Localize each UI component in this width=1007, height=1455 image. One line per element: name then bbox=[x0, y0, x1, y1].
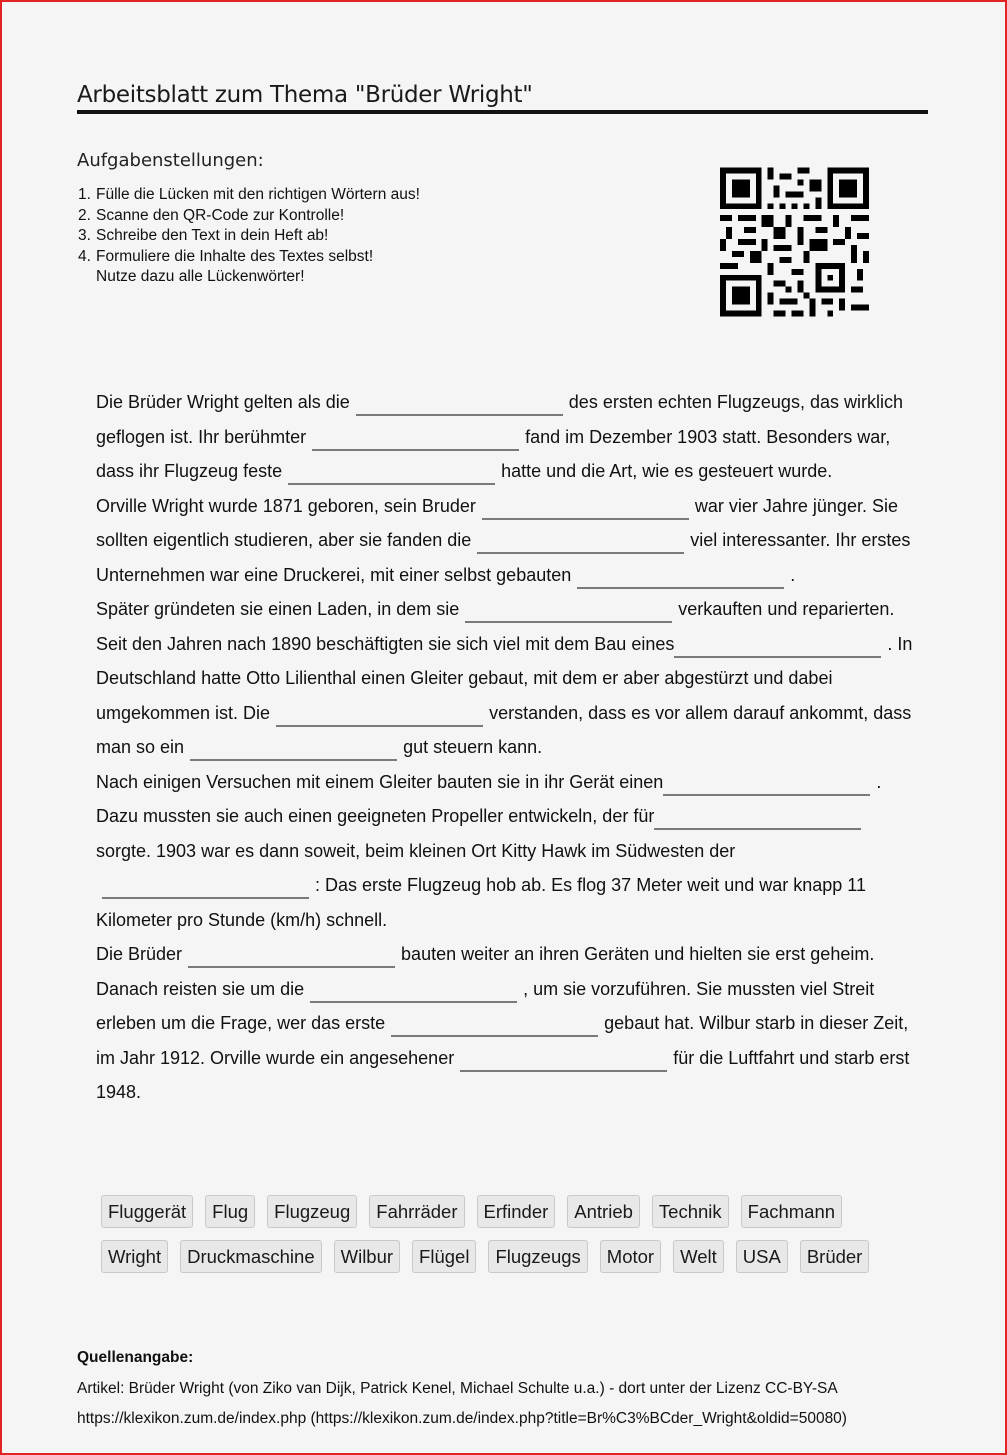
task-item bbox=[78, 247, 420, 288]
word-chip[interactable]: Motor bbox=[600, 1240, 661, 1273]
task-item bbox=[78, 185, 420, 206]
source-article: Artikel: Brüder Wright (von Ziko van Dijk, Patrick Kenel, Michael Schulte u.a.) - dort unter der Lizenz CC-BY-SA bbox=[77, 1380, 838, 1397]
task-number: 3. bbox=[78, 227, 91, 245]
text-segment: Nach einigen Versuchen mit einem Gleiter bauten sie in ihr Gerät einen bbox=[96, 771, 664, 792]
text-segment: . Dazu mussten sie auch einen geeigneten Propeller entwickeln, der für bbox=[96, 771, 882, 826]
blank-6[interactable] bbox=[577, 586, 784, 589]
cloze-paragraph bbox=[96, 627, 916, 765]
word-bank-row bbox=[101, 1195, 921, 1228]
word-chip[interactable]: Wilbur bbox=[334, 1240, 400, 1273]
tasks-heading: Aufgabenstellungen: bbox=[77, 150, 264, 171]
word-chip[interactable]: Brüder bbox=[800, 1240, 870, 1273]
word-chip[interactable]: Fahrräder bbox=[369, 1195, 464, 1228]
text-segment: verkauften und reparierten. bbox=[678, 599, 895, 619]
word-chip[interactable]: Flug bbox=[205, 1195, 255, 1228]
word-chip[interactable]: Flugzeugs bbox=[488, 1240, 587, 1273]
cloze-paragraph bbox=[96, 385, 916, 489]
text-segment: . bbox=[790, 564, 796, 585]
word-chip[interactable]: Flügel bbox=[412, 1240, 476, 1273]
text-segment: Die Brüder bbox=[96, 944, 183, 964]
source-heading: Quellenangabe: bbox=[77, 1349, 194, 1366]
task-text: Formuliere die Inhalte des Textes selbst! bbox=[96, 247, 374, 265]
text-segment: Später gründeten sie einen Laden, in dem sie bbox=[96, 599, 460, 619]
text-segment: , um sie vorzuführen. Sie mussten viel Streit erleben um die Frage, wer das erste bbox=[96, 978, 875, 1033]
task-number: 4. bbox=[78, 247, 91, 265]
task-number: 2. bbox=[78, 206, 91, 224]
cloze-paragraph bbox=[96, 489, 916, 593]
text-segment: sorgte. 1903 war es dann soweit, beim kleinen Ort Kitty Hawk im Südwesten der bbox=[96, 840, 736, 861]
word-chip[interactable]: Antrieb bbox=[567, 1195, 640, 1228]
blank-5[interactable] bbox=[477, 551, 684, 554]
word-chip[interactable]: Fachmann bbox=[741, 1195, 842, 1228]
word-bank bbox=[101, 1195, 921, 1285]
text-segment: gut steuern kann. bbox=[403, 737, 543, 757]
text-segment: . In Deutschland hatte Otto Lilienthal einen Gleiter gebaut, mit dem er aber abgestürzt und dabei umgekommen ist. Die bbox=[96, 633, 913, 723]
word-chip[interactable]: USA bbox=[736, 1240, 788, 1273]
word-chip[interactable]: Wright bbox=[101, 1240, 168, 1273]
task-text-continued: Nutze dazu alle Lückenwörter! bbox=[96, 268, 305, 286]
blank-7[interactable] bbox=[465, 620, 672, 623]
text-segment: des ersten echten Flugzeugs, das wirklich geflogen ist. Ihr berühmter bbox=[96, 392, 903, 447]
cloze-paragraph bbox=[96, 937, 916, 1110]
task-text: Fülle die Lücken mit den richtigen Wörtern aus! bbox=[96, 186, 420, 203]
text-segment: war vier Jahre jünger. Sie sollten eigentlich studieren, aber sie fanden die bbox=[96, 495, 898, 550]
blank-11[interactable] bbox=[663, 793, 870, 796]
word-chip[interactable]: Fluggerät bbox=[101, 1195, 193, 1228]
blank-16[interactable] bbox=[391, 1034, 598, 1037]
word-chip[interactable]: Flugzeug bbox=[267, 1195, 357, 1228]
blank-14[interactable] bbox=[188, 965, 395, 968]
text-segment: bauten weiter an ihren Geräten und hielten sie erst geheim. Danach reisten sie um die bbox=[96, 944, 875, 999]
blank-2[interactable] bbox=[312, 448, 519, 451]
blank-9[interactable] bbox=[276, 724, 483, 727]
blank-13[interactable] bbox=[102, 896, 309, 899]
blank-15[interactable] bbox=[310, 1000, 517, 1003]
word-chip[interactable]: Technik bbox=[652, 1195, 729, 1228]
task-text: Schreibe den Text in dein Heft ab! bbox=[96, 227, 329, 245]
blank-12[interactable] bbox=[654, 827, 861, 830]
text-segment: fand im Dezember 1903 statt. Besonders war, dass ihr Flugzeug feste bbox=[96, 426, 891, 481]
page-title: Arbeitsblatt zum Thema "Brüder Wright" bbox=[77, 82, 928, 114]
cloze-paragraph bbox=[96, 592, 916, 627]
word-bank-row bbox=[101, 1240, 921, 1273]
text-segment: hatte und die Art, wie es gesteuert wurde. bbox=[501, 461, 833, 481]
text-segment: viel interessanter. Ihr erstes Unternehmen war eine Druckerei, mit einer selbst gebauten bbox=[96, 530, 911, 585]
blank-8[interactable] bbox=[674, 655, 881, 658]
task-text: Scanne den QR-Code zur Kontrolle! bbox=[96, 206, 345, 224]
cloze-paragraph bbox=[96, 765, 916, 938]
text-segment: : Das erste Flugzeug hob ab. Es flog 37 Meter weit und war knapp 11 Kilometer pro Stunde (km/h) schnell. bbox=[96, 875, 866, 930]
blank-10[interactable] bbox=[190, 758, 397, 761]
blank-4[interactable] bbox=[482, 517, 689, 520]
text-segment: Die Brüder Wright gelten als die bbox=[96, 392, 350, 412]
qr-code-icon[interactable] bbox=[720, 166, 869, 318]
word-chip[interactable]: Welt bbox=[673, 1240, 724, 1273]
source-link[interactable]: https://klexikon.zum.de/index.php (https://klexikon.zum.de/index.php?title=Br%C3%BCder_Wright&oldid=50080) bbox=[77, 1410, 847, 1427]
text-segment: Orville Wright wurde 1871 geboren, sein Bruder bbox=[96, 495, 476, 516]
task-item bbox=[78, 206, 420, 227]
word-chip[interactable]: Druckmaschine bbox=[180, 1240, 322, 1273]
text-segment: gebaut hat. Wilbur starb in dieser Zeit, im Jahr 1912. Orville wurde ein angesehener bbox=[96, 1013, 909, 1068]
task-number: 1. bbox=[78, 186, 91, 203]
cloze-text bbox=[96, 385, 916, 1110]
task-list bbox=[78, 185, 420, 288]
word-chip[interactable]: Erfinder bbox=[477, 1195, 556, 1228]
blank-17[interactable] bbox=[460, 1069, 667, 1072]
text-segment: Seit den Jahren nach 1890 beschäftigten sie sich viel mit dem Bau eines bbox=[96, 633, 675, 654]
task-item bbox=[78, 226, 420, 247]
blank-3[interactable] bbox=[288, 482, 495, 485]
text-segment: für die Luftfahrt und starb erst 1948. bbox=[96, 1047, 910, 1102]
text-segment: verstanden, dass es vor allem darauf ankommt, dass man so ein bbox=[96, 702, 912, 757]
blank-1[interactable] bbox=[356, 413, 563, 416]
